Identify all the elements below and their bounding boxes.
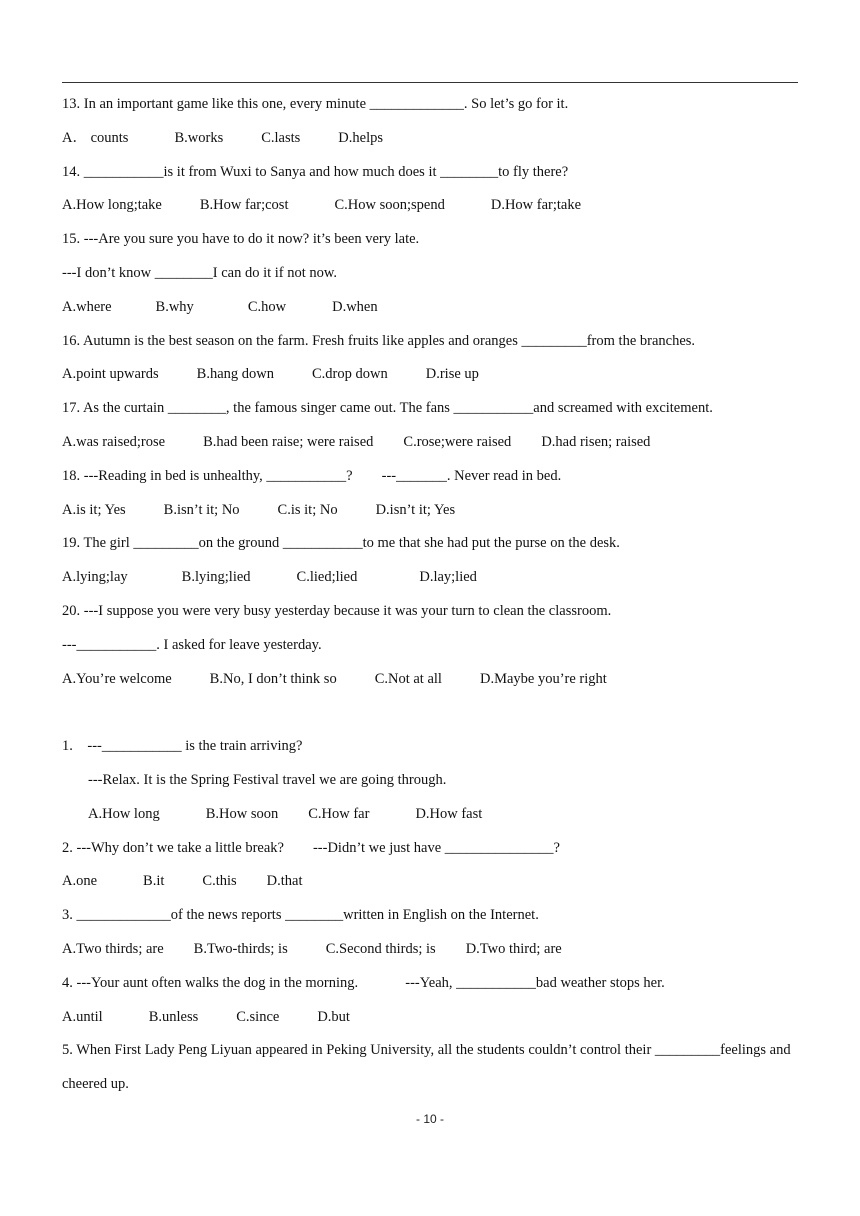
- option-row: [62, 663, 798, 697]
- option-d: D.when: [332, 298, 378, 315]
- question: [62, 223, 798, 324]
- option-d: D.but: [317, 1008, 350, 1025]
- question-stem: 19. The girl _________on the ground ___________to me that she had put the purse on the desk.: [62, 535, 620, 552]
- option-a: A.point upwards: [62, 366, 159, 383]
- option-b: B.works: [174, 129, 224, 146]
- question-stem: 2. ---Why don’t we take a little break? ---Didn’t we just have _______________?: [62, 839, 560, 856]
- option-a: A.How long;take: [62, 197, 162, 214]
- option-c: C.lied;lied: [296, 569, 358, 586]
- option-a: A.until: [62, 1008, 103, 1025]
- page-number: - 10 -: [415, 1112, 444, 1126]
- question-stem: 13. In an important game like this one, every minute _____________. So let’s go for it.: [62, 96, 569, 112]
- option-b: B.How soon: [205, 805, 279, 822]
- option-row: [62, 426, 798, 460]
- option-b: B.How far;cost: [199, 197, 289, 214]
- question-1: [62, 730, 798, 831]
- option-c: C.Not at all: [374, 670, 442, 687]
- question-stem: 4. ---Your aunt often walks the dog in the morning. ---Yeah, ___________bad weather stops her.: [62, 974, 665, 991]
- option-b: B.why: [155, 298, 194, 315]
- option-d: D.had risen; raised: [541, 433, 651, 450]
- option-c: C.How soon;spend: [334, 197, 445, 214]
- question-5: 5. When First Lady Peng Liyuan appeared in Peking University, all the students couldn’t control their _________feelings and cheered up.: [62, 1042, 791, 1093]
- option-b: B.isn’t it; No: [163, 501, 240, 518]
- question: [62, 967, 798, 1035]
- option-d: D.that: [266, 873, 303, 890]
- question: [62, 832, 798, 900]
- option-c: C.since: [236, 1008, 280, 1025]
- option-b: B.Two-thirds; is: [193, 940, 288, 957]
- option-row: [62, 933, 798, 967]
- option-a: A.was raised;rose: [62, 433, 166, 450]
- option-row: [62, 865, 798, 899]
- question: [62, 595, 798, 696]
- option-row: [62, 189, 798, 223]
- question-reply: ---I don’t know ________I can do it if not now.: [62, 264, 338, 281]
- option-a: A.How long: [88, 805, 160, 822]
- section-a: [62, 88, 798, 696]
- option-c: C.lasts: [261, 129, 301, 146]
- question: [62, 460, 798, 528]
- question-stem: 16. Autumn is the best season on the farm. Fresh fruits like apples and oranges _________from the branches.: [62, 332, 696, 349]
- section-b: [62, 832, 798, 1035]
- option-row: [62, 494, 798, 528]
- option-a: A.Two thirds; are: [62, 940, 164, 957]
- option-a: A． counts: [62, 129, 129, 146]
- section-gap: [62, 696, 798, 730]
- option-c: C.how: [247, 298, 287, 315]
- option-b: B.had been raise; were raised: [203, 433, 374, 450]
- question: [62, 527, 798, 595]
- question: [62, 156, 798, 224]
- option-d: D.rise up: [425, 366, 479, 383]
- option-c: C.How far: [308, 805, 370, 822]
- option-c: C.Second thirds; is: [325, 940, 436, 957]
- option-c: C.drop down: [312, 366, 388, 383]
- option-row: [62, 358, 798, 392]
- option-row: [62, 122, 798, 156]
- question: [62, 899, 798, 967]
- option-a: A.one: [62, 873, 98, 890]
- option-d: D.isn’t it; Yes: [375, 501, 456, 518]
- question-reply: ---Relax. It is the Spring Festival travel we are going through.: [88, 771, 447, 788]
- header-rule: [62, 82, 798, 83]
- option-b: B.it: [143, 873, 165, 890]
- question-stem: 15. ---Are you sure you have to do it now? it’s been very late.: [62, 231, 420, 248]
- option-a: A.is it; Yes: [62, 501, 126, 518]
- option-b: B.hang down: [196, 366, 275, 383]
- option-b: B.unless: [148, 1008, 199, 1025]
- option-a: A.You’re welcome: [62, 670, 172, 687]
- option-d: D.lay;lied: [419, 569, 477, 586]
- question: [62, 88, 798, 156]
- option-d: D.How far;take: [490, 197, 582, 214]
- option-d: D.How fast: [415, 805, 483, 822]
- option-d: D.Two third; are: [465, 940, 562, 957]
- option-d: D.Maybe you’re right: [479, 670, 607, 687]
- option-b: B.No, I don’t think so: [209, 670, 337, 687]
- question: [62, 325, 798, 393]
- question-stem: 18. ---Reading in bed is unhealthy, ___________? ---_______. Never read in bed.: [62, 467, 562, 484]
- question-stem: 20. ---I suppose you were very busy yesterday because it was your turn to clean the classroom.: [62, 602, 612, 619]
- option-c: C.is it; No: [277, 501, 338, 518]
- option-d: D.helps: [338, 129, 384, 146]
- question-stem: 17. As the curtain ________, the famous singer came out. The fans ___________and screamed with excitement.: [62, 400, 713, 417]
- option-row: [62, 1001, 798, 1035]
- question-reply: ---___________. I asked for leave yesterday.: [62, 636, 322, 653]
- option-row: [62, 561, 798, 595]
- option-c: C.rose;were raised: [403, 433, 512, 450]
- question: [62, 392, 798, 460]
- option-a: A.lying;lay: [62, 569, 128, 586]
- question-stem: 3. _____________of the news reports ________written in English on the Internet.: [62, 907, 539, 924]
- option-row: [62, 291, 798, 325]
- option-row: [62, 798, 798, 832]
- option-c: C.this: [202, 873, 237, 890]
- option-b: B.lying;lied: [181, 569, 251, 586]
- question-stem: 14. ___________is it from Wuxi to Sanya and how much does it ________to fly there?: [62, 163, 569, 180]
- question-stem: 1. ---___________ is the train arriving?: [62, 738, 303, 755]
- option-a: A.where: [62, 298, 112, 315]
- question-list: [62, 88, 798, 1102]
